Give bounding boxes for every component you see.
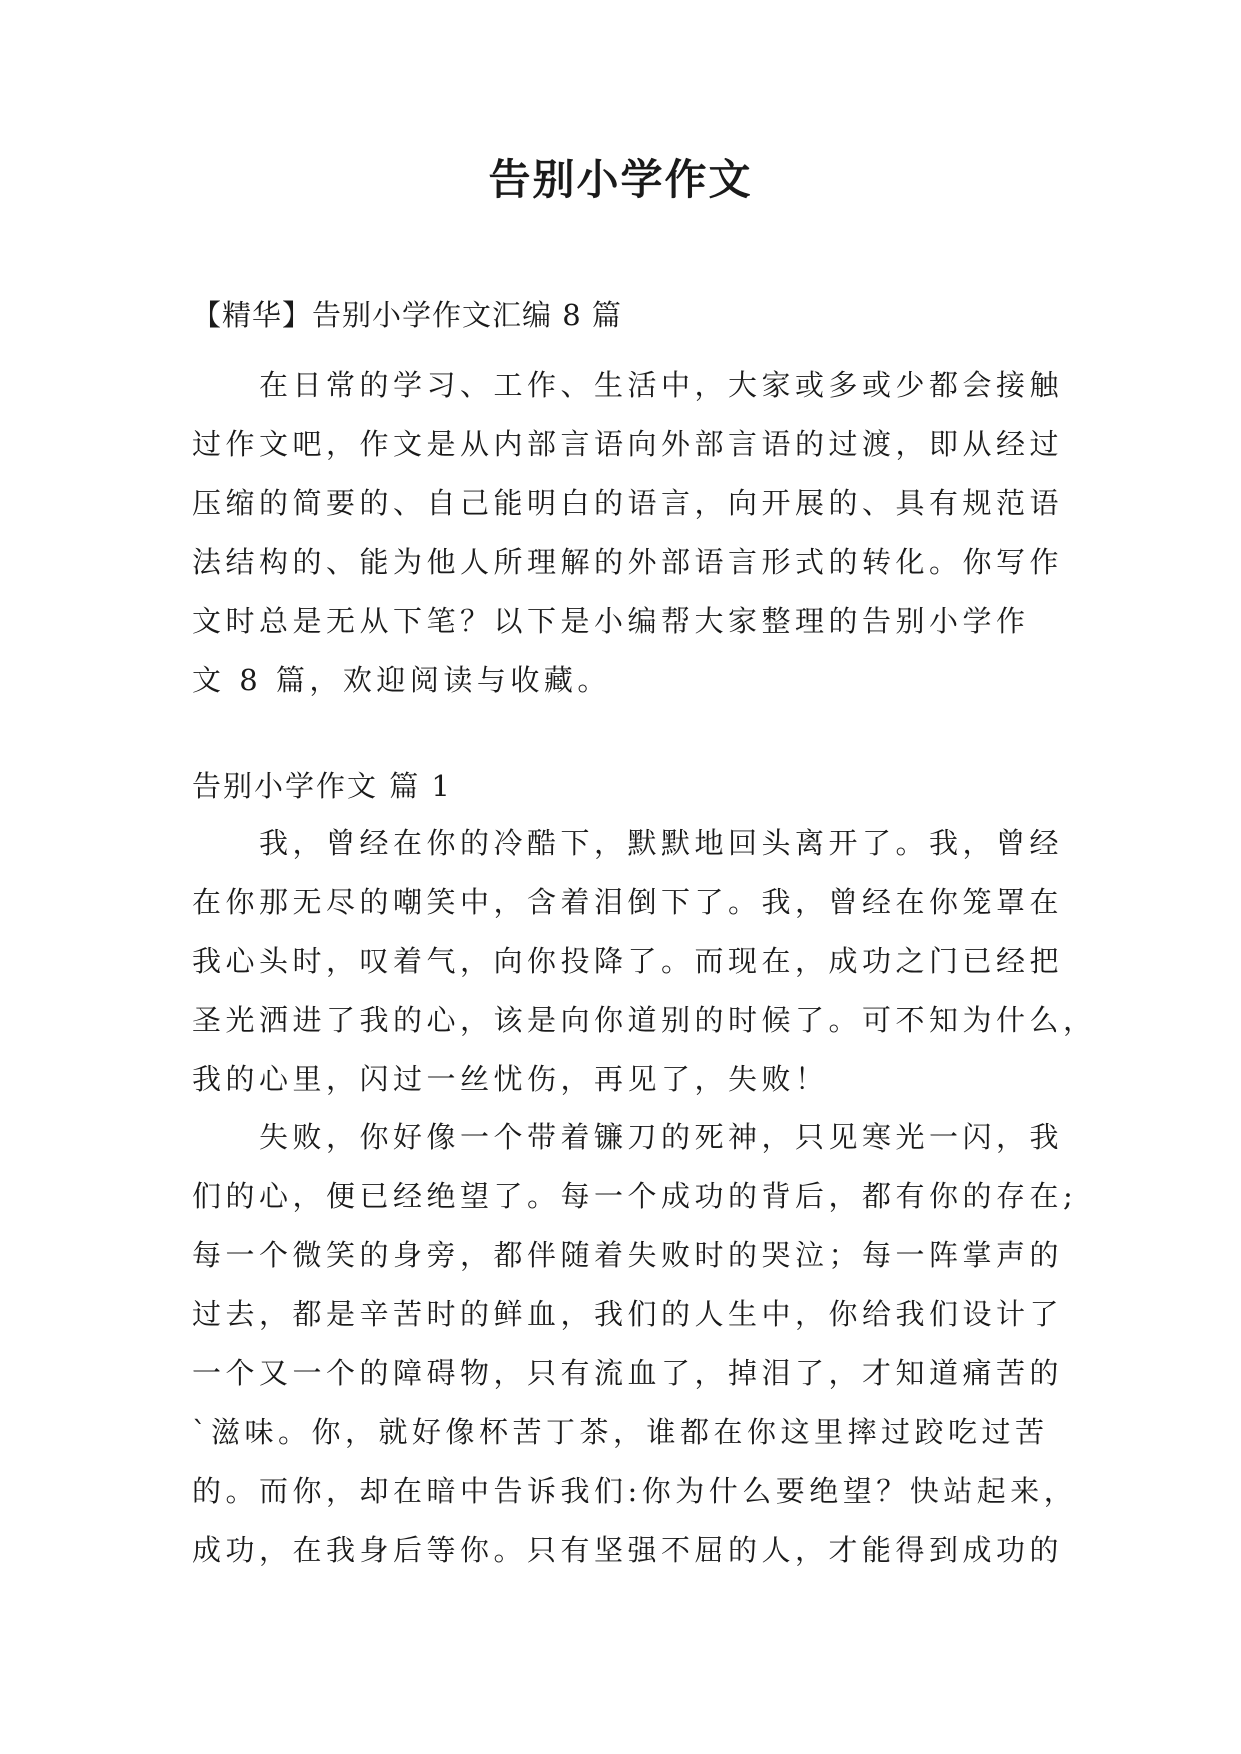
intro-line: 压缩的简要的、自己能明白的语言，向开展的、具有规范语 (192, 486, 1064, 520)
paragraph-line: 的。而你，却在暗中告诉我们:你为什么要绝望？快站起来， (192, 1474, 1078, 1508)
paragraph-line: 过去，都是辛苦时的鲜血，我们的人生中，你给我们设计了 (192, 1297, 1064, 1331)
paragraph-line: 我的心里，闪过一丝忧伤，再见了，失败！ (192, 1062, 829, 1096)
paragraph-line: `滋味。你，就好像杯苦丁茶，谁都在你这里摔过跤吃过苦 (192, 1415, 1049, 1449)
paragraph-line: 每一个微笑的身旁，都伴随着失败时的哭泣；每一阵掌声的 (192, 1238, 1064, 1272)
paragraph-line: 在你那无尽的嘲笑中，含着泪倒下了。我，曾经在你笼罩在 (192, 885, 1064, 919)
paragraph-line: 失败，你好像一个带着镰刀的死神，只见寒光一闪，我 (192, 1120, 1064, 1154)
paragraph-line: 一个又一个的障碍物，只有流血了，掉泪了，才知道痛苦的 (192, 1356, 1064, 1390)
paragraph-line: 们的心，便已经绝望了。每一个成功的背后，都有你的存在; (192, 1179, 1078, 1213)
paragraph-1 (192, 814, 1097, 1109)
document-title: 告别小学作文 (488, 155, 753, 204)
paragraph-line: 我，曾经在你的冷酷下，默默地回头离开了。我，曾经 (192, 826, 1064, 860)
document-subtitle: 【精华】告别小学作文汇编 8 篇 (192, 298, 622, 332)
intro-line: 法结构的、能为他人所理解的外部语言形式的转化。你写作 (192, 545, 1064, 579)
paragraph-2 (192, 1108, 1078, 1580)
intro-line: 文 8 篇，欢迎阅读与收藏。 (192, 663, 611, 697)
intro-line: 在日常的学习、工作、生活中，大家或多或少都会接触 (192, 368, 1064, 402)
paragraph-line: 我心头时，叹着气，向你投降了。而现在，成功之门已经把 (192, 944, 1064, 978)
intro-line: 过作文吧，作文是从内部言语向外部言语的过渡，即从经过 (192, 427, 1064, 461)
intro-paragraph (192, 356, 1064, 710)
paragraph-line: 成功，在我身后等你。只有坚强不屈的人，才能得到成功的 (192, 1533, 1064, 1567)
paragraph-line: 圣光洒进了我的心，该是向你道别的时候了。可不知为什么， (192, 1003, 1097, 1037)
intro-line: 文时总是无从下笔？以下是小编帮大家整理的告别小学作 (192, 604, 1030, 638)
section-heading: 告别小学作文 篇 1 (192, 769, 452, 803)
